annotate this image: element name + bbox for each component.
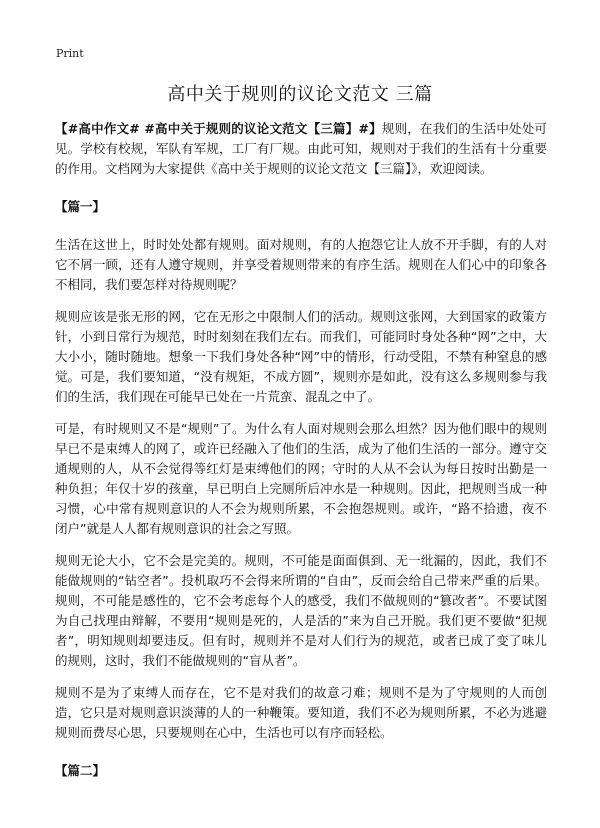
- paragraph: 可是，有时规则又不是“规则”了。为什么有人面对规则会那么坦然？因为他们眼中的规则早已不是束缚人的网了，或许已经融入了他们的生活，成为了他们生活的一部分。遵守交通规则的人，从不会觉得等红灯是束缚他们的网；守时的人从不会认为每日按时出勤是一种负担；年仅十岁的孩童，早已明白上完厕所后冲水是一种规则。因此，把规则当成一种习惯，心中常有规则意识的人不会为规则所累，不会抱怨规则。或许，“路不拾遗，夜不闭户”就是人人都有规则意识的社会之写照。: [55, 421, 547, 536]
- paragraph: 规则应该是张无形的网，它在无形之中限制人们的活动。规则这张网，大到国家的政策方针，小到日常行为规范，时时刻刻在我们左右。而我们，可能同时身处各种“网”之中，大大小小，随时随地。想象一下我们身处各种“网”中的情形，行动受阻，不禁有种窒息的感觉。可是，我们要知道，“没有规矩，不成方圆”，规则亦是如此，没有这么多规则参与我们的生活，我们现在可能早已处在一片荒蛮、混乱之中了。: [55, 309, 547, 404]
- paragraph: 规则无论大小，它不会是完美的。规则，不可能是面面俱到、无一纰漏的，因此，我们不能做规则的“钻空者”。投机取巧不会得来所谓的“自由”，反而会给自己带来严重的后果。规则，不可能是感性的，它不会考虑每个人的感受，我们不做规则的“篡改者”。不要试图为自己找理由辩解，不要用“规则是死的，人是活的”来为自己开脱。我们更不要做“犯规者”，明知规则却要违反。但有时，规则并不是对人们行为的规范，或者已成了变了味儿的规则，这时，我们不能做规则的“盲从者”。: [55, 553, 547, 668]
- paragraph: 生活在这世上，时时处处都有规则。面对规则，有的人抱怨它让人放不开手脚，有的人对它不屑一顾，还有人遵守规则，并享受着规则带来的有序生活。规则在人们心中的印象各不相同，我们要怎样对待规则呢？: [55, 237, 547, 292]
- paragraph: 规则不是为了束缚人而存在，它不是对我们的故意刁难；规则不是为了守规则的人而创造，它只是对规则意识淡薄的人的一种鞭策。要知道，我们不必为规则所累，不必为逃避规则而费尽心思，只要规则在心中，生活也可以有序而轻松。: [55, 685, 547, 740]
- print-link[interactable]: Print: [56, 47, 84, 60]
- section-heading-1: 【篇一】: [55, 199, 106, 214]
- intro-text: 规则，在我们的生活中处处可见。学校有校规，军队有军规，工厂有厂规。由此可知，规则对于我们的生活有十分重要的作用。文档网为大家提供《高中关于规则的议论文范文【三篇】》，欢迎阅读。: [55, 121, 547, 176]
- article-body: [55, 119, 547, 799]
- intro-paragraph: [55, 119, 547, 179]
- page-title: 高中关于规则的议论文范文 三篇: [167, 84, 433, 105]
- intro-tag: 【#高中作文# #高中关于规则的议论文范文【三篇】#】: [55, 121, 382, 136]
- section-heading-2: 【篇二】: [55, 763, 106, 778]
